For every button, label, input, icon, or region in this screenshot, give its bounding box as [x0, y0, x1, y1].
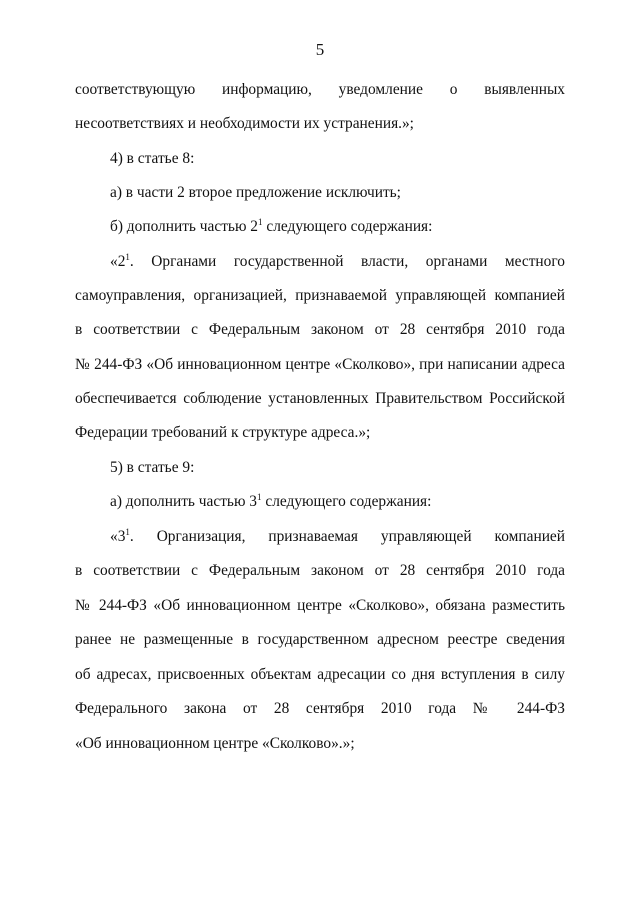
text-line: Федерации требований к структуре адреса.»; — [75, 424, 371, 441]
text-line: Федерального закона от 28 сентября 2010 года № 244-ФЗ — [75, 700, 565, 717]
text-fragment: следующего содержания: — [266, 218, 433, 235]
text-fragment: а) дополнить частью 3 — [110, 493, 257, 510]
text-line: в соответствии с Федеральным законом от 28 сентября 2010 года — [75, 562, 565, 579]
list-item-a2 — [110, 492, 431, 512]
list-item-4: 4) в статье 8: — [110, 150, 195, 167]
list-item-b — [110, 217, 432, 237]
superscript: 1 — [125, 251, 130, 262]
superscript: 1 — [257, 491, 262, 502]
text-fragment: следующего содержания: — [265, 493, 432, 510]
text-line: об адресах, присвоенных объектам адресации со дня вступления в силу — [75, 666, 565, 683]
text-line: № 244-ФЗ «Об инновационном центре «Сколково», при написании адреса — [75, 356, 565, 373]
text-line: несоответствиях и необходимости их устранения.»; — [75, 115, 414, 132]
text-line: самоуправления, организацией, признаваемой управляющей компанией — [75, 287, 565, 304]
text-line: ранее не размещенные в государственном адресном реестре сведения — [75, 631, 565, 648]
text-fragment: «$3^1$. Организация, признаваемая управляющей компанией — [110, 526, 565, 545]
text-fragment: «$2^1$. Органами государственной власти, органами местного — [110, 251, 565, 270]
text-line: обеспечивается соблюдение установленных Правительством Российской — [75, 390, 565, 407]
paragraph-2-1-start — [110, 252, 565, 272]
superscript: 1 — [258, 216, 263, 227]
text-line: соответствующую информацию, уведомление о выявленных — [75, 81, 565, 98]
list-item-a: а) в части 2 второе предложение исключить; — [110, 184, 401, 201]
text-fragment: б) дополнить частью 2 — [110, 218, 258, 235]
page-number: 5 — [315, 40, 325, 59]
superscript: 1 — [125, 526, 130, 537]
text-line: «Об инновационном центре «Сколково».»; — [75, 735, 355, 752]
paragraph-3-1-start — [110, 527, 565, 547]
text-line: в соответствии с Федеральным законом от 28 сентября 2010 года — [75, 321, 565, 338]
text-line: № 244-ФЗ «Об инновационном центре «Сколково», обязана разместить — [75, 597, 565, 614]
list-item-5: 5) в статье 9: — [110, 459, 195, 476]
